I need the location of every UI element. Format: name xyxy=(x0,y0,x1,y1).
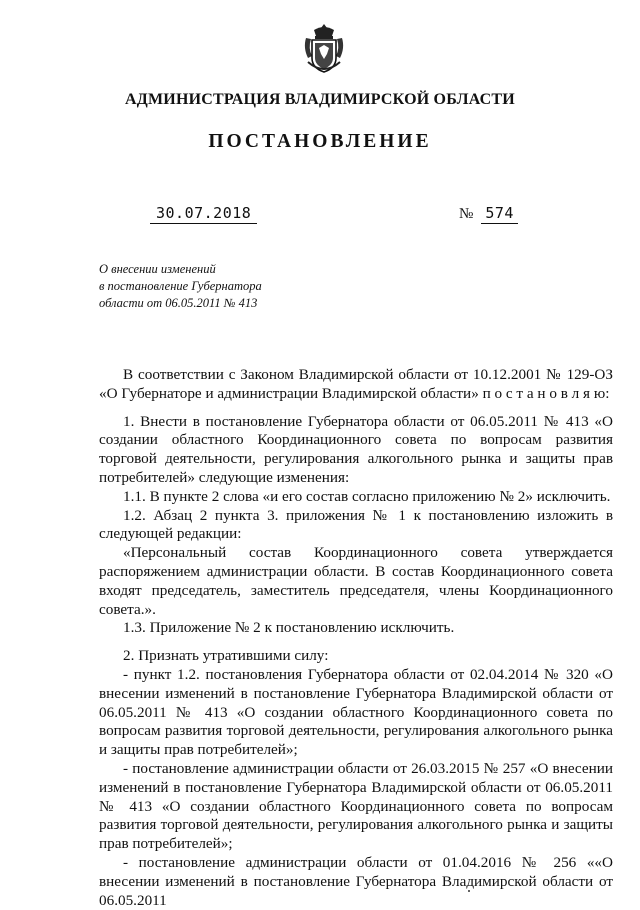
subject-line: области от 06.05.2011 № 413 xyxy=(99,296,258,310)
body-paragraph-repeal-2: - постановление администрации области от 26.03.2015 № 257 «О внесении изменений в постановление Губернатора Владимирской области от 06.05.2011 № 413 «О создании областного Координационного совета по вопросам развития торговой деятельности, регулирования алкогольного рынка и защиты прав потребителей»; xyxy=(99,759,613,853)
body-paragraph-item-2: 2. Признать утратившими силу: xyxy=(123,647,329,665)
subject-line: О внесении изменений xyxy=(99,262,216,276)
body-paragraph-item-1-2: 1.2. Абзац 2 пункта 3. приложения № 1 к постановлению изложить в следующей редакции: xyxy=(99,506,613,543)
document-number xyxy=(459,204,518,223)
document-body xyxy=(99,366,613,910)
body-paragraph-repeal-3: - постановление администрации области от 01.04.2016 № 256 ««О внесении изменений в постановление Губернатора Владимирской области от 06.05.2011 xyxy=(99,853,613,909)
document-type-title: ПОСТАНОВЛЕНИЕ xyxy=(208,131,432,152)
body-paragraph-preamble: В соответствии с Законом Владимирской области от 10.12.2001 № 129-ОЗ «О Губернаторе и администрации Владимирской области» п о с т а н о в л я ю: xyxy=(99,366,613,402)
document-subject xyxy=(99,261,262,312)
body-paragraph-item-1-3: 1.3. Приложение № 2 к постановлению исключить. xyxy=(123,619,455,637)
number-value: 574 xyxy=(481,204,518,224)
body-paragraph-item-1-1: 1.1. В пункте 2 слова «и его состав согласно приложению № 2» исключить. xyxy=(123,487,611,505)
body-paragraph-quote: «Персональный состав Координационного совета утверждается распоряжением администрации области. В состав Координационного совета входят председатель, заместитель председателя, члены Координационного совета.». xyxy=(99,544,613,618)
document-date xyxy=(150,204,257,224)
body-paragraph-repeal-1: - пункт 1.2. постановления Губернатора области от 02.04.2014 № 320 «О внесении изменений в постановление Губернатора Владимирской области от 06.05.2011 № 413 «О создании областного Координационного совета по вопросам развития торговой деятельности, регулирования алкогольного рынка и защиты прав потребителей»; xyxy=(99,665,613,759)
date-value: 30.07.2018 xyxy=(150,204,257,224)
organization-title: АДМИНИСТРАЦИЯ ВЛАДИМИРСКОЙ ОБЛАСТИ xyxy=(125,91,515,108)
number-sign: № xyxy=(459,206,474,222)
coat-of-arms-icon xyxy=(302,22,346,76)
subject-line: в постановление Губернатора xyxy=(99,279,262,293)
body-paragraph-item-1: 1. Внести в постановление Губернатора области от 06.05.2011 № 413 «О создании областного Координационного совета по вопросам развития торговой деятельности, регулирования алкогольного рынка и защиты прав потребителей» следующие изменения: xyxy=(99,412,613,486)
scan-speck xyxy=(468,890,470,892)
